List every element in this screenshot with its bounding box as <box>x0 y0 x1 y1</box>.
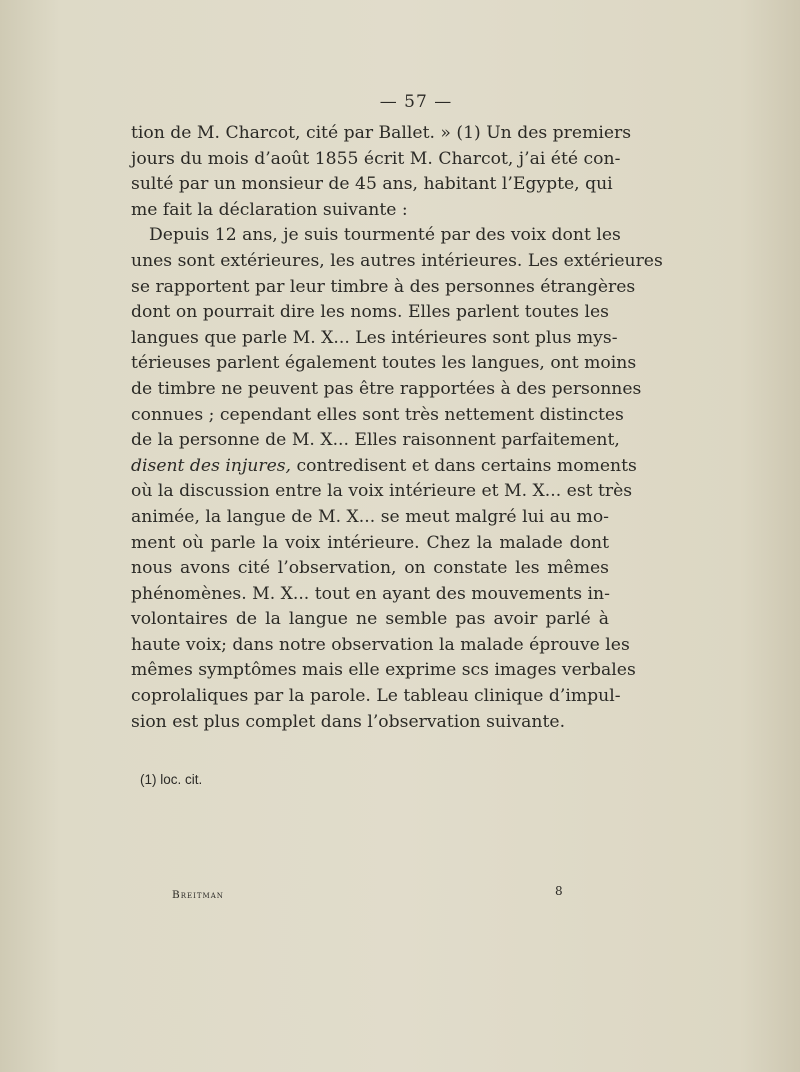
sheet-number: 8 <box>555 884 563 898</box>
text-line: connues ; cependant elles sont très nettement distinctes <box>131 404 624 425</box>
text-line: jours du mois d’août 1855 écrit M. Charcot, j’ai été con- <box>131 148 621 169</box>
text-line: coprolaliques par la parole. Le tableau clinique d’impul- <box>131 686 621 707</box>
text-line: volontaires de la langue ne semble pas avoir parlé à <box>131 609 609 630</box>
text-line: de la personne de M. X... Elles raisonnent parfaitement, <box>131 430 620 451</box>
text-line: langues que parle M. X... Les intérieures sont plus mys- <box>131 327 618 348</box>
text-line: haute voix; dans notre observation la malade éprouve les <box>131 634 630 655</box>
text-line: mêmes symptômes mais elle exprime scs images verbales <box>131 660 636 681</box>
paragraph-start-line: Depuis 12 ans, je suis tourmenté par des voix dont les <box>149 225 621 246</box>
text-line: nous avons cité l’observation, on constate les mêmes <box>131 558 609 579</box>
text-line: dont on pourrait dire les noms. Elles parlent toutes les <box>131 302 609 323</box>
text-line: térieuses parlent également toutes les langues, ont moins <box>131 353 637 374</box>
text-line-mixed <box>131 454 637 480</box>
text-line: animée, la langue de M. X... se meut malgré lui au mo- <box>131 506 609 527</box>
text-line: se rapportent par leur timbre à des personnes étrangères <box>131 276 636 297</box>
text-line: où la discussion entre la voix intérieure et M. X... est très <box>131 481 633 502</box>
text-line: me fait la déclaration suivante : <box>131 199 408 220</box>
text-line: sulté par un monsieur de 45 ans, habitant l’Egypte, qui <box>131 174 613 195</box>
signature-mark: Breitman <box>172 889 224 901</box>
page-number: — 57 — <box>379 92 453 112</box>
text-line: ment où parle la voix intérieure. Chez la malade dont <box>131 532 609 553</box>
text-line: de timbre ne peuvent pas être rapportées à des personnes <box>131 378 642 399</box>
italic-phrase: disent des injures, <box>131 455 292 476</box>
text-line: phénomènes. M. X... tout en ayant des mouvements in- <box>131 583 610 604</box>
text-line: unes sont extérieures, les autres intérieures. Les extérieures <box>131 250 663 271</box>
text-line: sion est plus complet dans l’observation suivante. <box>131 711 566 732</box>
text-line: tion de M. Charcot, cité par Ballet. » (1) Un des premiers <box>131 123 632 143</box>
text-line-rest: contredisent et dans certains moments <box>296 455 637 476</box>
footnote: (1) loc. cit. <box>140 772 203 787</box>
body-text <box>131 121 663 735</box>
